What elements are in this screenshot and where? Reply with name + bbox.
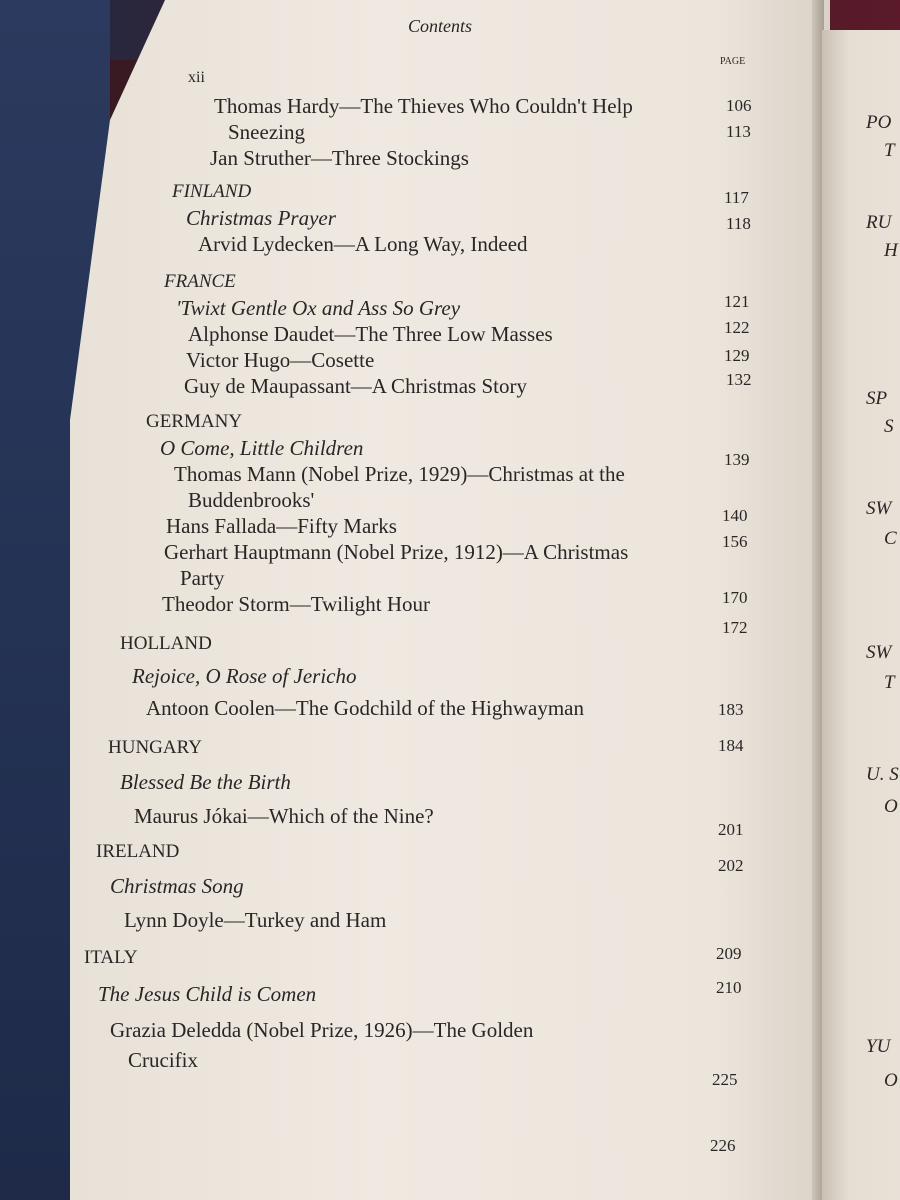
- toc-entry-page: 225: [712, 1070, 738, 1089]
- right-page-fragment: SP: [866, 388, 888, 409]
- toc-entry-page: 140: [722, 506, 748, 525]
- right-page-fragment: RU: [866, 212, 892, 233]
- toc-entry-page: 121: [724, 292, 750, 311]
- toc-entry-page: 113: [726, 122, 751, 141]
- right-page-fragment: U. S: [866, 764, 899, 785]
- toc-entry-page: 132: [726, 370, 752, 389]
- toc-entry-title: HOLLAND: [120, 633, 212, 654]
- toc-entry-title: 'Twixt Gentle Ox and Ass So Grey: [176, 296, 461, 320]
- toc-entry-title: Christmas Prayer: [186, 206, 336, 230]
- right-page-fragment: O: [884, 796, 898, 817]
- toc-entry-title: Antoon Coolen—The Godchild of the Highwayman: [146, 696, 585, 720]
- right-page-fragment: S: [884, 416, 894, 437]
- toc-entry-page: 156: [722, 532, 748, 551]
- toc-entry-title: Thomas Mann (Nobel Prize, 1929)—Christmas at the: [174, 462, 625, 486]
- right-page-fragment: SW: [866, 642, 892, 663]
- page-column-label: PAGE: [720, 56, 746, 67]
- toc-entry-title: Jan Struther—Three Stockings: [210, 146, 469, 170]
- toc-entry-page: 226: [710, 1136, 736, 1155]
- toc-entry-title: FINLAND: [172, 181, 252, 202]
- toc-entry-title: Guy de Maupassant—A Christmas Story: [184, 374, 527, 398]
- toc-entry-title: Thomas Hardy—The Thieves Who Couldn't Help: [214, 94, 633, 118]
- toc-entry-title: ITALY: [84, 947, 138, 968]
- toc-entry-title: Crucifix: [128, 1048, 198, 1072]
- toc-entry-page: 209: [716, 944, 742, 963]
- toc-entry-page: 106: [726, 96, 752, 115]
- toc-entry-title: Grazia Deledda (Nobel Prize, 1926)—The Golden: [110, 1018, 534, 1042]
- toc-entry-title: Buddenbrooks': [188, 488, 315, 512]
- page-title: Contents: [408, 16, 473, 36]
- toc-entry-page: 129: [724, 346, 750, 365]
- book-page-right: [822, 30, 900, 1200]
- toc-entry-page: 170: [722, 588, 748, 607]
- toc-entry-title: Victor Hugo—Cosette: [186, 348, 375, 372]
- toc-entry-title: O Come, Little Children: [160, 436, 364, 460]
- toc-entry-title: Gerhart Hauptmann (Nobel Prize, 1912)—A Christmas: [164, 540, 629, 564]
- toc-entry-title: GERMANY: [146, 411, 243, 432]
- toc-entry-page: 122: [724, 318, 750, 337]
- toc-entry-title: Rejoice, O Rose of Jericho: [132, 664, 357, 688]
- roman-page-number: xii: [188, 69, 205, 86]
- toc-entry-page: 118: [726, 214, 751, 233]
- right-page-fragment: YU: [866, 1036, 891, 1057]
- toc-entry-page: 183: [718, 700, 744, 719]
- right-page-fragment: H: [884, 240, 898, 261]
- right-page-fragment: PO: [866, 112, 892, 133]
- toc-entry-title: The Jesus Child is Comen: [98, 982, 317, 1006]
- toc-entry-title: Party: [180, 566, 225, 590]
- toc-entry-title: HUNGARY: [108, 737, 202, 758]
- toc-entry-title: Lynn Doyle—Turkey and Ham: [124, 908, 387, 932]
- toc-entry-title: FRANCE: [164, 271, 236, 292]
- toc-entry-page: 139: [724, 450, 750, 469]
- toc-entry-title: Christmas Song: [110, 874, 244, 898]
- toc-entry-title: Blessed Be the Birth: [120, 770, 291, 794]
- right-page-fragment: C: [884, 528, 897, 549]
- toc-entry-title: Sneezing: [228, 120, 305, 144]
- toc-entry-title: IRELAND: [96, 841, 180, 862]
- toc-entry-page: 201: [718, 820, 744, 839]
- toc-entry-title: Theodor Storm—Twilight Hour: [162, 592, 431, 616]
- right-page-fragment: O: [884, 1070, 898, 1091]
- toc-entry-title: Hans Fallada—Fifty Marks: [166, 514, 397, 538]
- toc-entry-title: Arvid Lydecken—A Long Way, Indeed: [198, 232, 528, 256]
- toc-entry-page: 172: [722, 618, 748, 637]
- toc-entry-page: 184: [718, 736, 744, 755]
- toc-entry-page: 210: [716, 978, 742, 997]
- toc-entry-page: 117: [724, 188, 749, 207]
- toc-entry-title: Maurus Jókai—Which of the Nine?: [134, 804, 434, 828]
- toc-entry-page: 202: [718, 856, 744, 875]
- toc-entry-title: Alphonse Daudet—The Three Low Masses: [188, 322, 553, 346]
- right-page-fragment: SW: [866, 498, 892, 519]
- right-page-fragment: T: [884, 140, 895, 161]
- right-page-fragment: T: [884, 672, 895, 693]
